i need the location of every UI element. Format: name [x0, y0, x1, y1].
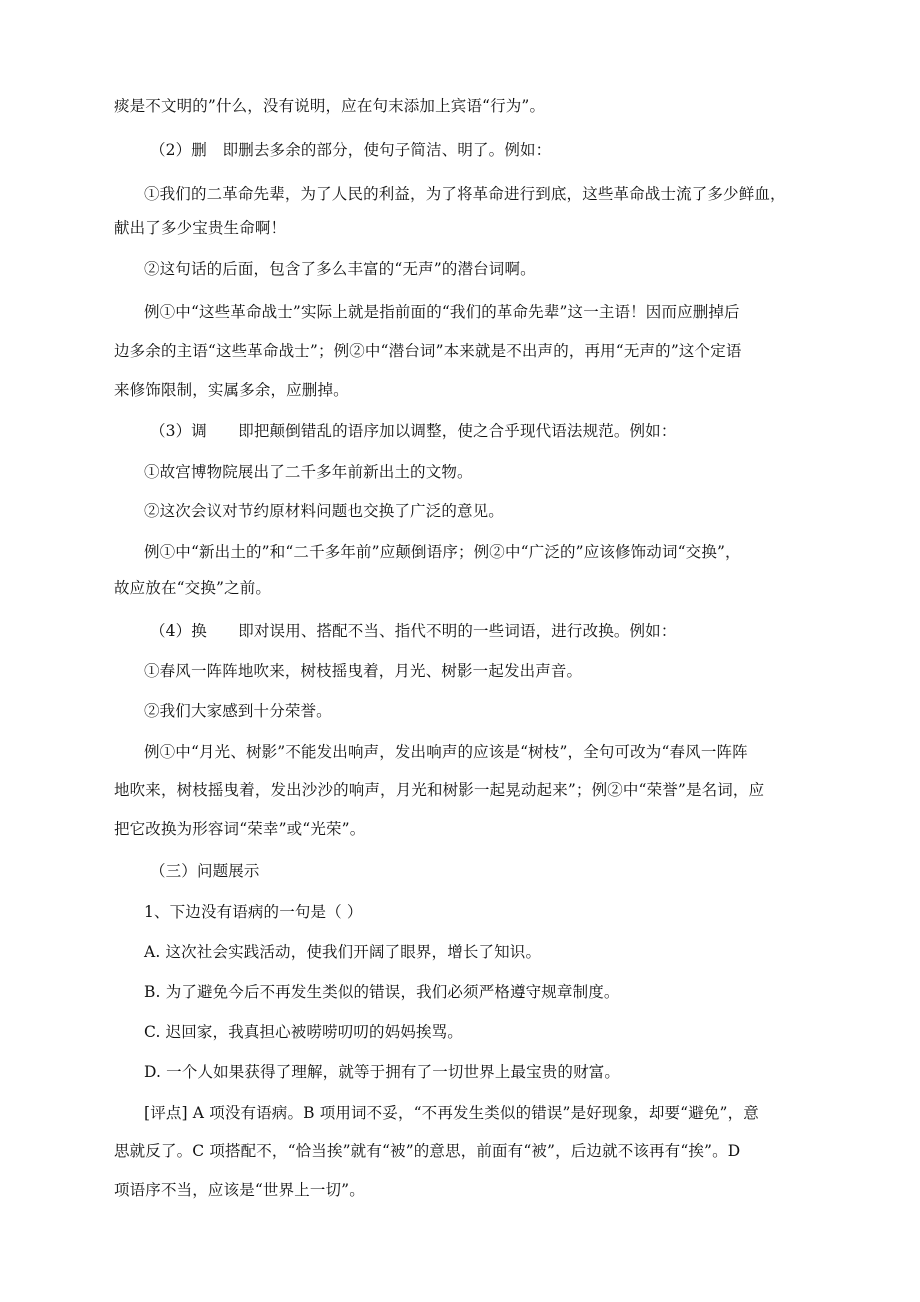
option-c: C. 迟回家，我真担心被唠唠叨叨的妈妈挨骂。	[144, 1023, 463, 1041]
comment-line: [评点] A 项没有语病。B 项用词不妥，“不再发生类似的错误”是好现象，却要“避免”，意	[144, 1104, 759, 1122]
explanation-line: 例①中“月光、树影”不能发出响声，发出响声的应该是“树枝”，全句可改为“春风一阵阵	[144, 743, 748, 761]
section-heading-delete: （2）删 即删去多余的部分，使句子简洁、明了。例如：	[150, 141, 552, 159]
text-line: 来修饰限制，实属多余，应删掉。	[114, 381, 349, 399]
explanation-line: 例①中“新出土的”和“二千多年前”应颠倒语序；例②中“广泛的”应该修饰动词“交换”，	[144, 543, 741, 561]
question-line: 1、下边没有语病的一句是（ ）	[144, 903, 363, 921]
explanation-line: 例①中“这些革命战士”实际上就是指前面的“我们的革命先辈”这一主语！因而应删掉后	[144, 303, 740, 321]
text-line: 把它改换为形容词“荣幸”或“光荣”。	[114, 820, 366, 838]
example-line: ②这次会议对节约原材料问题也交换了广泛的意见。	[144, 502, 504, 520]
example-line: ①春风一阵阵地吹来，树枝摇曳着，月光、树影一起发出声音。	[144, 662, 583, 680]
example-line: ②我们大家感到十分荣誉。	[144, 702, 332, 720]
example-line: ①故宫博物院展出了二千多年前新出土的文物。	[144, 463, 473, 481]
comment-line: 项语序不当，应该是“世界上一切”。	[114, 1181, 365, 1199]
text-line: 故应放在“交换”之前。	[114, 579, 271, 597]
text-line: 地吹来，树枝摇曳着，发出沙沙的响声，月光和树影一起晃动起来”；例②中“荣誉”是名词，应	[114, 781, 765, 799]
text-line: 献出了多少宝贵生命啊！	[114, 219, 287, 237]
example-line: ②这句话的后面，包含了多么丰富的“无声”的潜台词啊。	[144, 260, 536, 278]
example-line: ①我们的二革命先辈，为了人民的利益，为了将革命进行到底，这些革命战士流了多少鲜血，	[144, 185, 786, 203]
option-d: D. 一个人如果获得了理解，就等于拥有了一切世界上最宝贵的财富。	[144, 1063, 621, 1081]
option-a: A. 这次社会实践活动，使我们开阔了眼界，增长了知识。	[144, 943, 542, 961]
comment-line: 思就反了。C 项搭配不，“恰当挨”就有“被”的意思，前面有“被”，后边就不该再有“挨”。D	[114, 1142, 741, 1160]
text-line: 痰是不文明的”什么，没有说明，应在句末添加上宾语“行为”。	[114, 97, 546, 115]
option-b: B. 为了避免今后不再发生类似的错误，我们必须严格遵守规章制度。	[144, 983, 620, 1001]
section-heading-problems: （三）问题展示	[150, 862, 260, 880]
section-heading-replace: （4）换 即对误用、搭配不当、指代不明的一些词语，进行改换。例如：	[150, 622, 677, 640]
section-heading-adjust: （3）调 即把颠倒错乱的语序加以调整，使之合乎现代语法规范。例如：	[150, 422, 677, 440]
text-line: 边多余的主语“这些革命战士”；例②中“潜台词”本来就是不出声的，再用“无声的”这个定语	[114, 342, 742, 360]
